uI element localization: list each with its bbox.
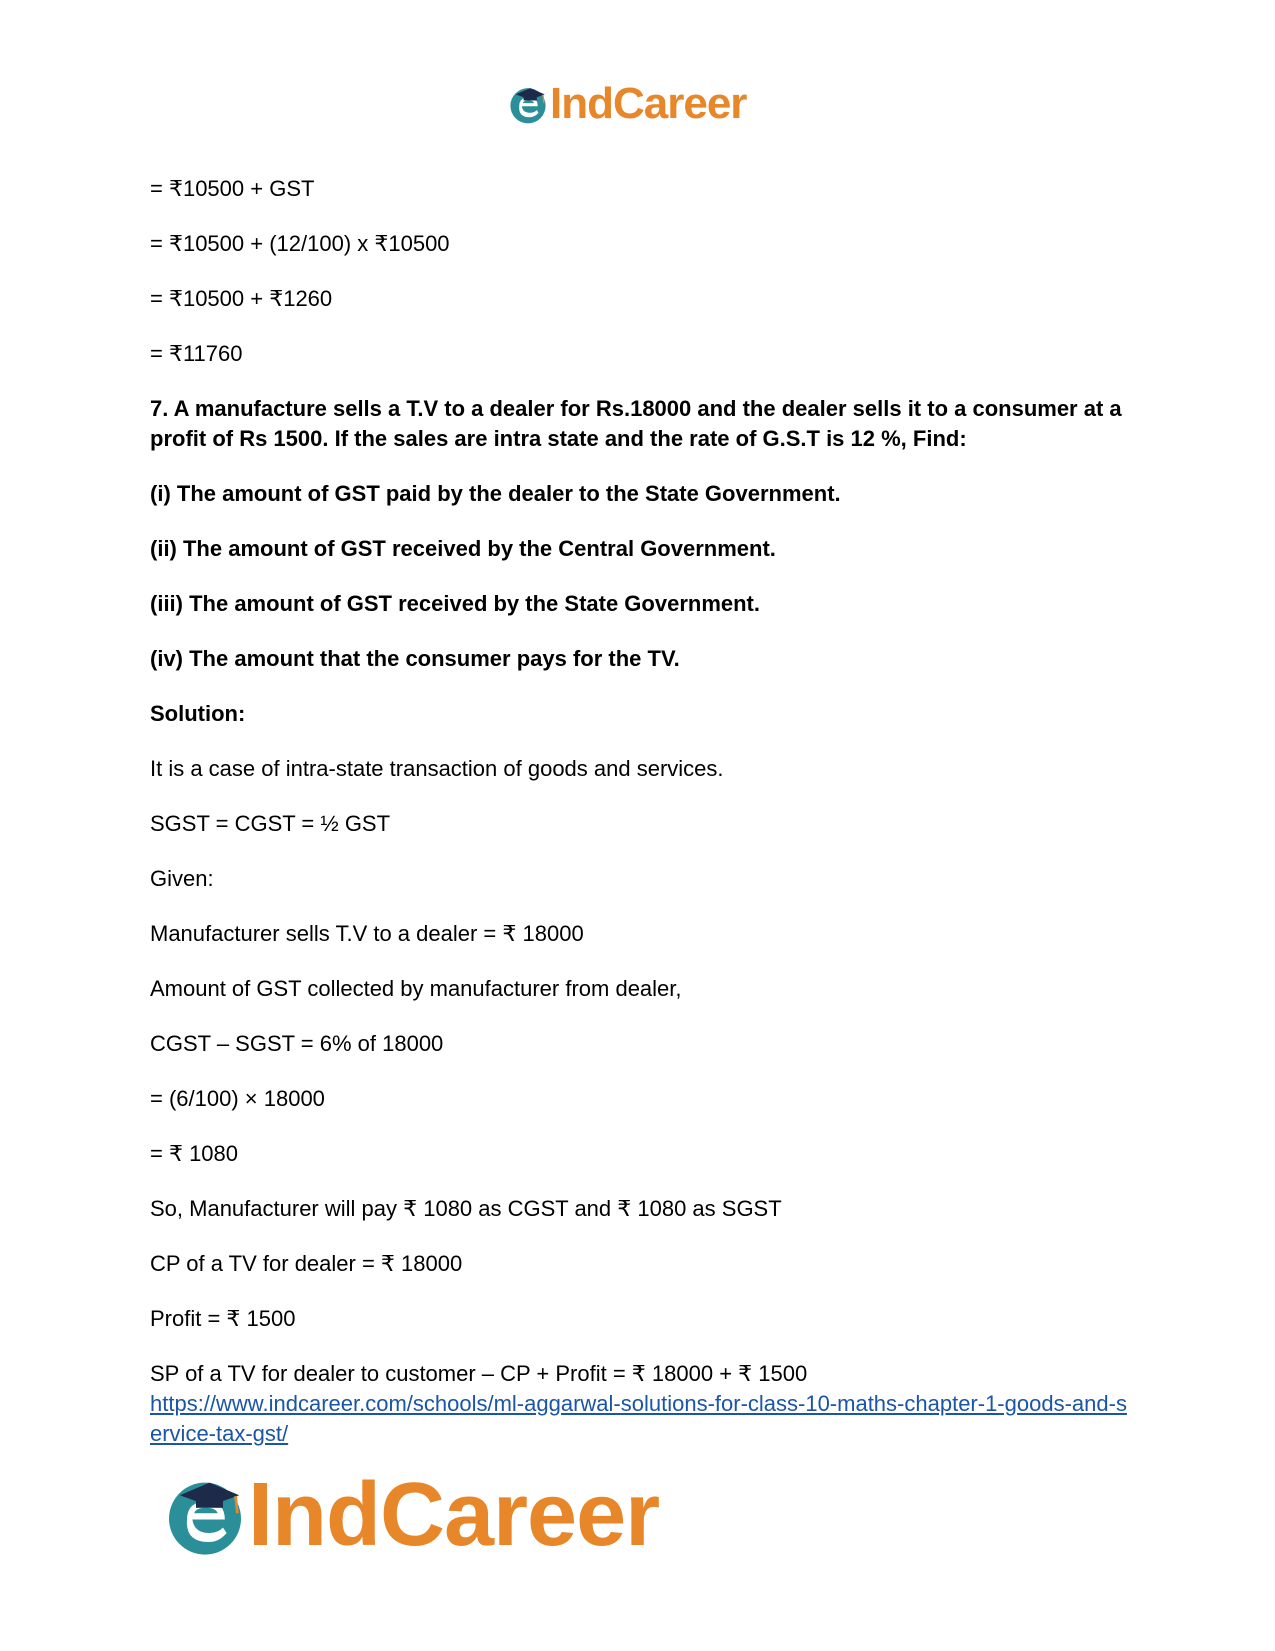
- solution-line: CP of a TV for dealer = ₹ 18000: [150, 1251, 463, 1276]
- question-text: (i) The amount of GST paid by the dealer to the State Government.: [150, 481, 841, 506]
- document-body: [150, 174, 1150, 1449]
- solution-line: SP of a TV for dealer to customer – CP + Profit = ₹ 18000 + ₹ 1500: [150, 1361, 808, 1386]
- graduation-cap-e-icon: [160, 1470, 250, 1560]
- solution-line: Profit = ₹ 1500: [150, 1306, 296, 1331]
- solution-line: = (6/100) × 18000: [150, 1086, 325, 1111]
- solution-line: Given:: [150, 866, 214, 891]
- solution-line: SGST = CGST = ½ GST: [150, 811, 391, 836]
- solution-line: Amount of GST collected by manufacturer from dealer,: [150, 976, 682, 1001]
- solution-line: So, Manufacturer will pay ₹ 1080 as CGST and ₹ 1080 as SGST: [150, 1196, 782, 1221]
- footer-logo: [160, 1465, 660, 1565]
- solution-line: = ₹10500 + GST: [150, 176, 315, 201]
- header-logo: [506, 80, 746, 128]
- question-text: (ii) The amount of GST received by the Central Government.: [150, 536, 776, 561]
- question-text: (iii) The amount of GST received by the State Government.: [150, 591, 760, 616]
- logo-text: IndCareer: [248, 1465, 660, 1565]
- question-text: (iv) The amount that the consumer pays for the TV.: [150, 646, 680, 671]
- question-text: 7. A manufacture sells a T.V to a dealer for Rs.18000 and the dealer sells it to a consumer at a profit of Rs 1500. If the sales are intra state and the rate of G.S.T is 12 %, Find:: [150, 396, 1122, 451]
- solution-line: Manufacturer sells T.V to a dealer = ₹ 18000: [150, 921, 584, 946]
- solution-line: It is a case of intra-state transaction of goods and services.: [150, 756, 724, 781]
- solution-line: = ₹11760: [150, 341, 243, 366]
- question-text: Solution:: [150, 701, 246, 726]
- source-link[interactable]: https://www.indcareer.com/schools/ml-aggarwal-solutions-for-class-10-maths-chapter-1-goods-and-service-tax-gst/: [150, 1391, 1127, 1446]
- solution-line: = ₹ 1080: [150, 1141, 239, 1166]
- solution-line: = ₹10500 + ₹1260: [150, 286, 333, 311]
- graduation-cap-e-icon: [506, 82, 550, 126]
- solution-line: CGST – SGST = 6% of 18000: [150, 1031, 444, 1056]
- logo-text: IndCareer: [550, 79, 747, 128]
- solution-line: = ₹10500 + (12/100) x ₹10500: [150, 231, 450, 256]
